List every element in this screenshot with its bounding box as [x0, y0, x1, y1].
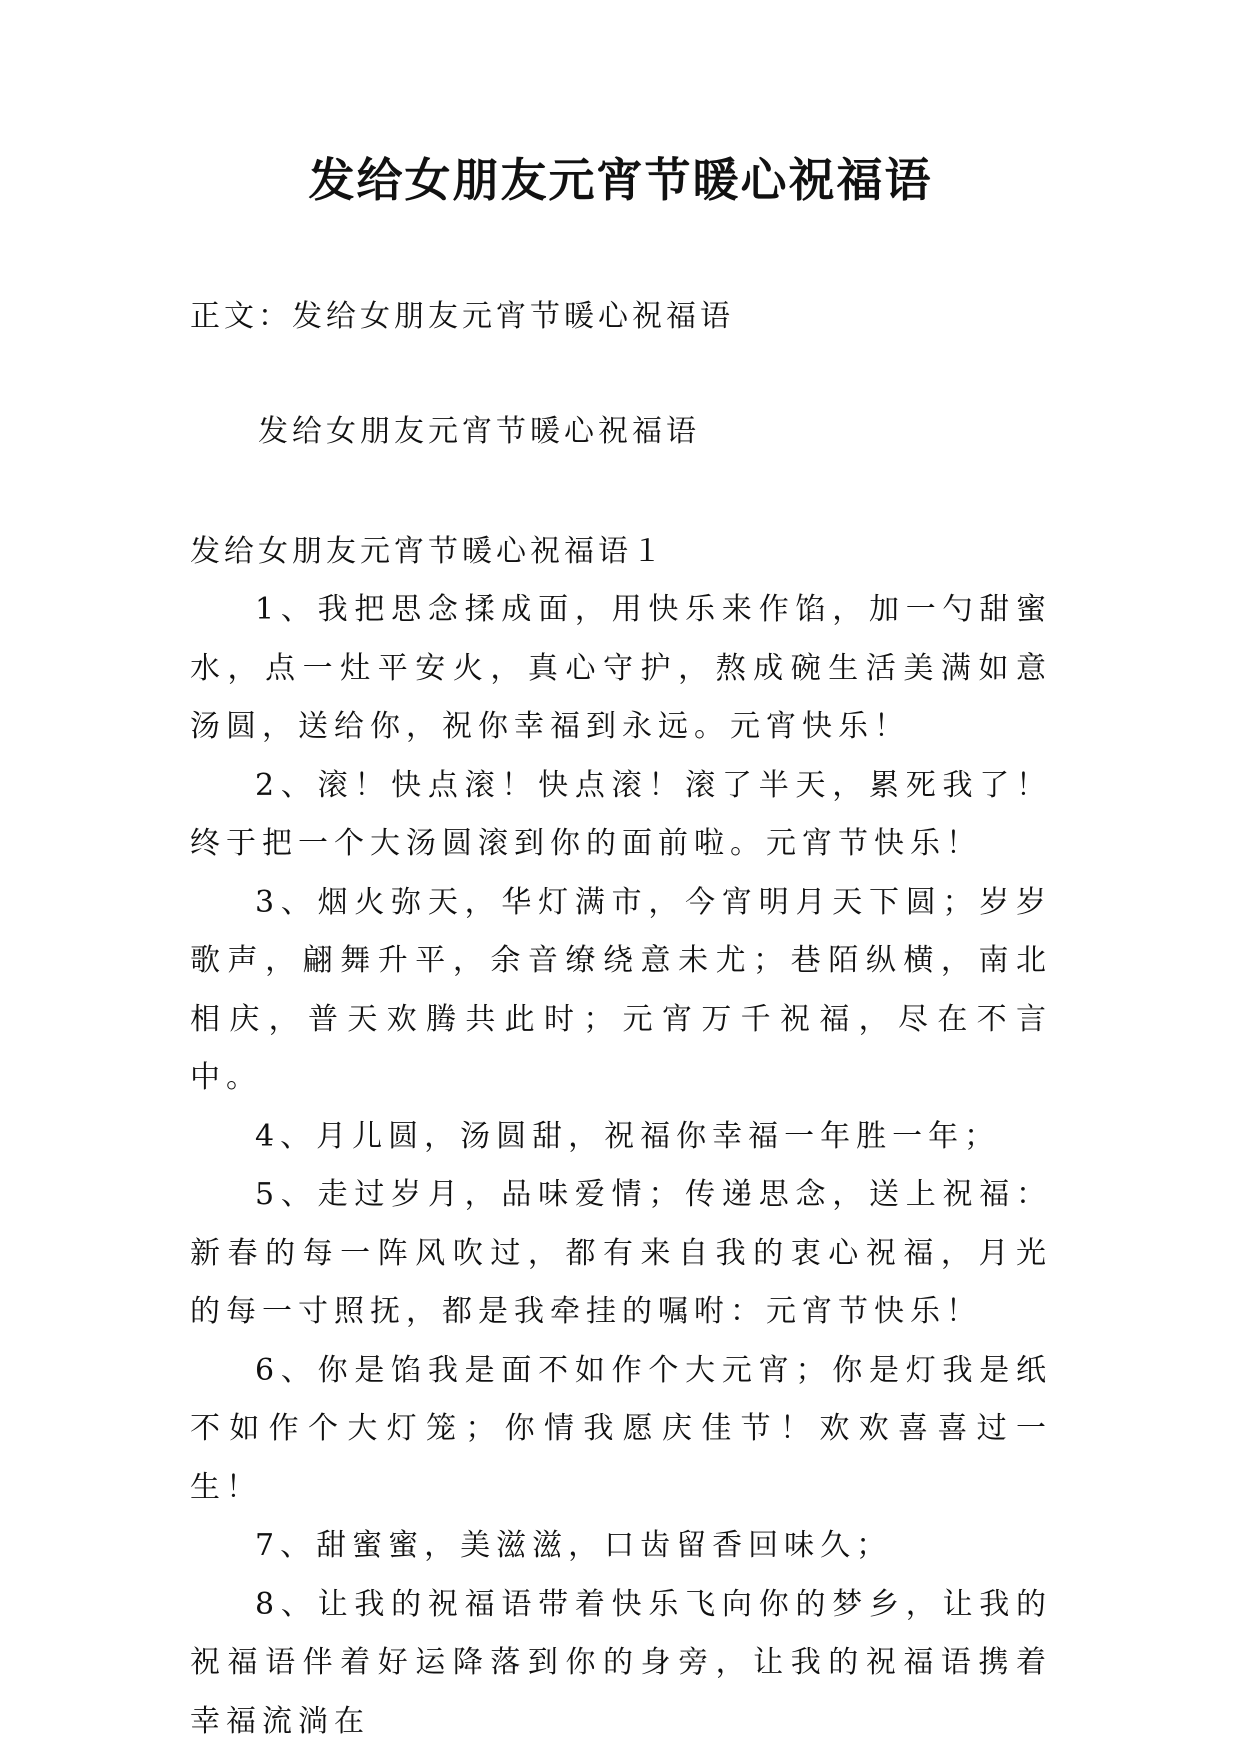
zhengwen-line: 正文：发给女朋友元宵节暖心祝福语 [190, 299, 734, 334]
document-title: 发给女朋友元宵节暖心祝福语 [308, 153, 933, 207]
section-heading: 发给女朋友元宵节暖心祝福语１ [190, 534, 666, 569]
paragraph-5: 5、走过岁月，品味爱情；传递思念，送上祝福：新春的每一阵风吹过，都有来自我的衷心祝福，月光的每一寸照抚，都是我牵挂的嘱咐：元宵节快乐！ [190, 1177, 1052, 1329]
paragraph-4: 4、月儿圆，汤圆甜，祝福你幸福一年胜一年； [255, 1118, 1001, 1154]
paragraph-8: 8、让我的祝福语带着快乐飞向你的梦乡，让我的祝福语伴着好运降落到你的身旁，让我的祝福语携着幸福流淌在 [190, 1586, 1052, 1739]
document-body [190, 581, 1052, 1751]
paragraph-6: 6、你是馅我是面不如作个大元宵；你是灯我是纸不如作个大灯笼；你情我愿庆佳节！欢欢喜喜过一生！ [190, 1352, 1052, 1505]
paragraph-1: 1、我把思念揉成面，用快乐来作馅，加一勺甜蜜水，点一灶平安火，真心守护，熬成碗生活美满如意汤圆，送给你，祝你幸福到永远。元宵快乐！ [190, 592, 1052, 744]
document-subtitle: 发给女朋友元宵节暖心祝福语 [258, 414, 700, 449]
paragraph-7: 7、甜蜜蜜，美滋滋，口齿留香回味久； [255, 1528, 893, 1563]
paragraph-3: 3、烟火弥天，华灯满市，今宵明月天下圆；岁岁歌声，翩舞升平，余音缭绕意未尤；巷陌纵横，南北相庆，普天欢腾共此时；元宵万千祝福，尽在不言中。 [190, 884, 1052, 1095]
paragraph-2: 2、滚！快点滚！快点滚！滚了半天，累死我了！终于把一个大汤圆滚到你的面前啦。元宵节快乐！ [190, 767, 1052, 861]
